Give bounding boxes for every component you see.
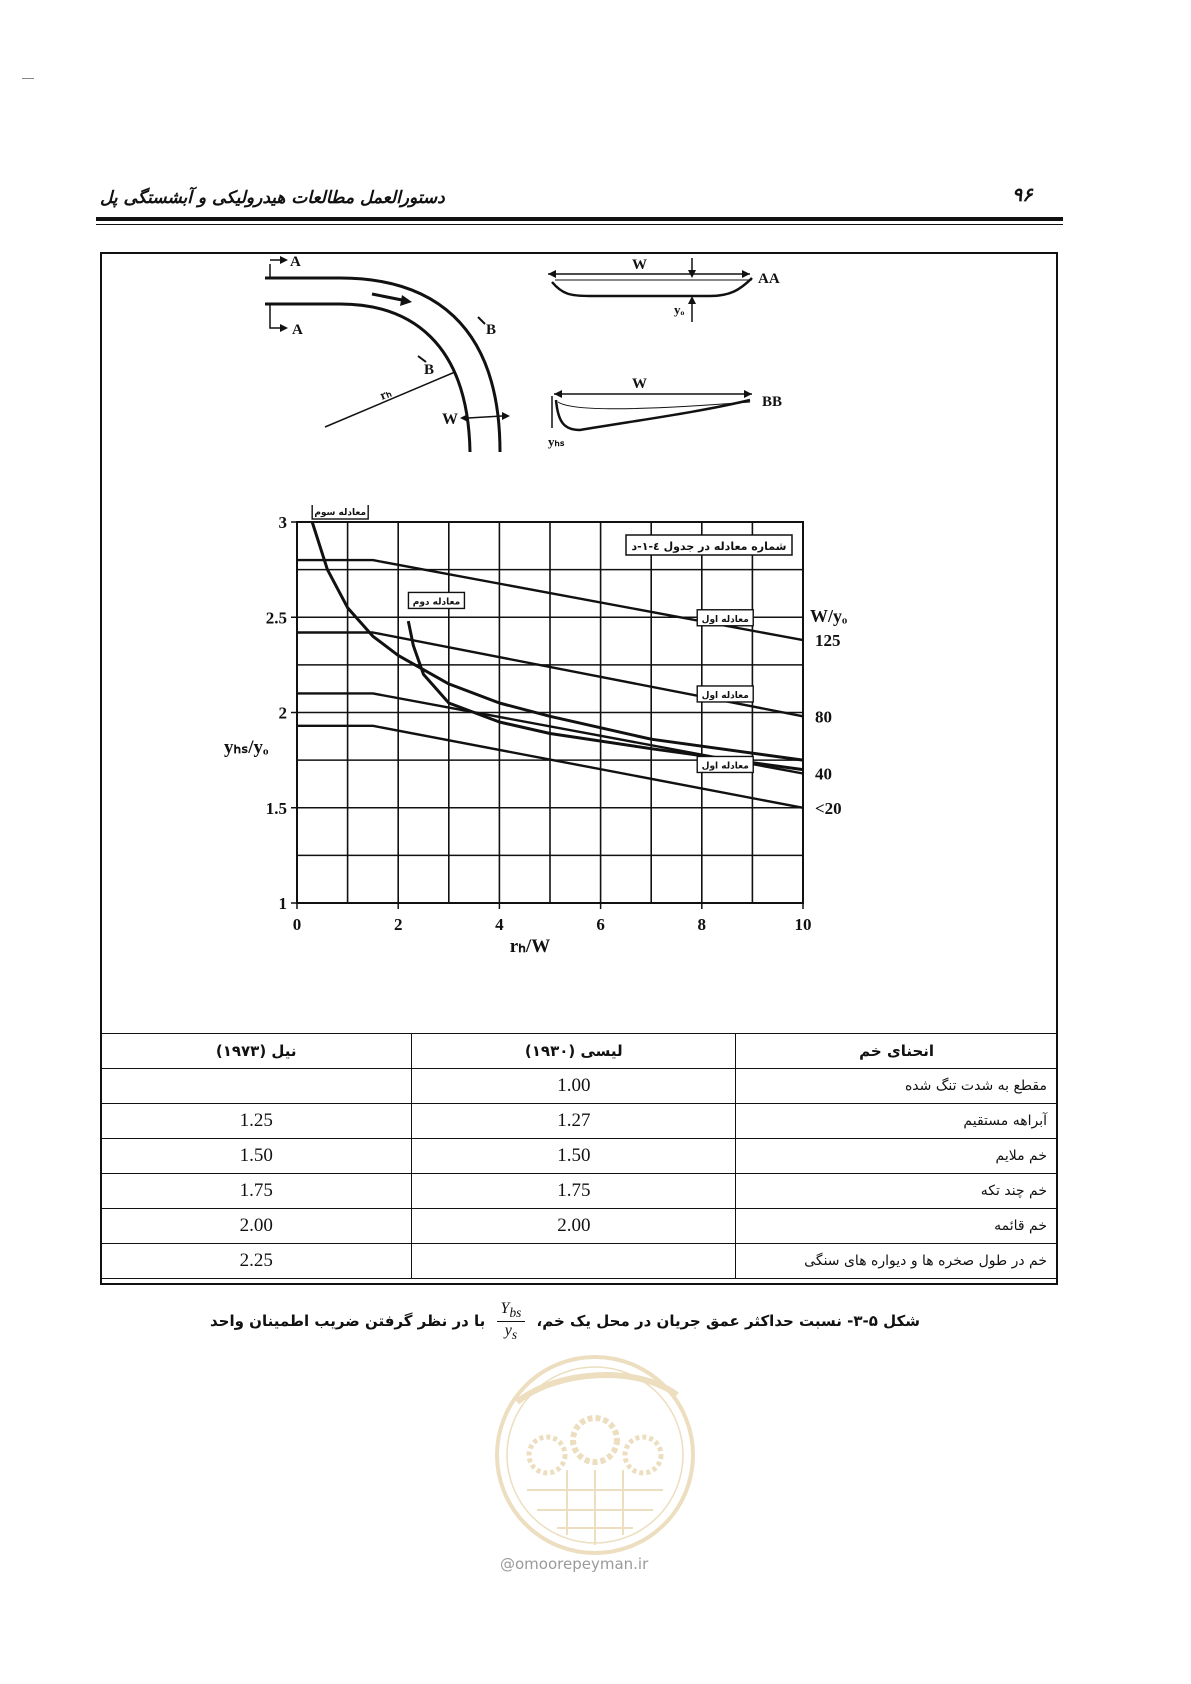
- fraction-denominator-sub: s: [511, 1327, 518, 1343]
- header-rule-thick: [96, 217, 1063, 221]
- table-row: [101, 1139, 1058, 1174]
- table-row: [101, 1069, 1058, 1104]
- bend-sketch: [100, 252, 1058, 492]
- equation-label: معادله اول: [701, 761, 749, 772]
- section-aa-bed: [552, 278, 752, 296]
- series-line-معادله سوم: [312, 522, 803, 760]
- stray-mark: [22, 78, 34, 79]
- width-label: W: [442, 411, 458, 428]
- table-header-row: [101, 1034, 1058, 1069]
- header-rule-thin: [96, 224, 1063, 225]
- section-aa-width-label: W: [632, 257, 647, 273]
- section-a-bottom-arrowhead: [280, 324, 288, 332]
- x-tick-label: 6: [596, 915, 605, 934]
- lacey-value: 1.75: [412, 1174, 736, 1209]
- section-aa-name: AA: [758, 271, 780, 287]
- section-b-inner-label: B: [424, 362, 435, 378]
- neill-value: 2.00: [101, 1209, 412, 1244]
- flow-arrowhead: [400, 295, 412, 306]
- right-axis-title: W/yₒ: [810, 606, 848, 626]
- seal-grid: [527, 1470, 663, 1545]
- table-row: [101, 1174, 1058, 1209]
- table-row: [101, 1244, 1058, 1279]
- section-a-bottom-label: A: [292, 322, 303, 338]
- watermark-url: @omoorepeyman.ir: [500, 1555, 649, 1573]
- width-dim-arrow-left: [460, 414, 468, 422]
- equation-label: معادله دوم: [412, 597, 461, 608]
- depth-ratio-chart: [190, 505, 910, 995]
- section-b-outer-label: B: [486, 322, 497, 338]
- x-tick-label: 4: [495, 915, 504, 934]
- neill-value: 1.75: [101, 1174, 412, 1209]
- y-tick-label: 2.5: [265, 608, 287, 628]
- legend-text: شماره معادله در جدول ٤-١-د: [631, 540, 787, 553]
- section-bb-arrow-left: [554, 390, 562, 398]
- section-aa-arrow-right: [742, 270, 750, 278]
- row-label: خم چند تکه: [736, 1174, 1058, 1209]
- running-header-title: دستورالعمل مطالعات هیدرولیکی و آبشستگی پل: [100, 188, 445, 208]
- row-label: خم قائمه: [736, 1209, 1058, 1244]
- header-lacey: لیسی (۱۹۳۰): [412, 1034, 736, 1069]
- caption-suffix: با در نظر گرفتن ضریب اطمینان واحد: [210, 1312, 486, 1331]
- equation-label: معادله اول: [701, 690, 749, 701]
- y-tick-label: 1: [278, 894, 287, 913]
- neill-value: 1.25: [101, 1104, 412, 1139]
- equation-label: معادله سوم: [314, 508, 367, 518]
- seal-gear-right: [625, 1437, 661, 1473]
- equation-label: معادله اول: [701, 614, 749, 625]
- series-end-label: 40: [815, 764, 832, 784]
- watermark-seal: [487, 1340, 702, 1560]
- radius-label: rₕ: [377, 384, 394, 403]
- section-bb-width-label: W: [632, 376, 647, 392]
- neill-value: 2.25: [101, 1244, 412, 1279]
- x-tick-label: 8: [697, 915, 707, 934]
- section-bb-name: BB: [762, 394, 783, 410]
- coefficient-table: [100, 1033, 1058, 1279]
- x-tick-label: 10: [794, 915, 812, 934]
- x-tick-label: 2: [393, 915, 403, 934]
- x-tick-label: 0: [292, 915, 302, 934]
- lacey-value: 2.00: [412, 1209, 736, 1244]
- series-end-labels: [815, 631, 842, 818]
- x-axis-title: rₕ/W: [509, 936, 551, 957]
- seal-gear-center: [573, 1418, 617, 1462]
- series-end-label: 80: [815, 707, 832, 727]
- section-bb-arrow-right: [744, 390, 752, 398]
- row-label: خم در طول صخره ها و دیواره های سنگی: [736, 1244, 1058, 1279]
- section-a-top-label: A: [290, 254, 301, 270]
- caption-prefix: شکل ۵-۳- نسبت حداکثر عمق جریان در محل یک خم،: [536, 1312, 920, 1331]
- seal-gear-left: [529, 1437, 565, 1473]
- lacey-value: 1.00: [412, 1069, 736, 1104]
- y-axis-title: yₕₛ/yₒ: [224, 737, 269, 758]
- y-tick-label: 2: [278, 703, 287, 723]
- row-label: خم ملایم: [736, 1139, 1058, 1174]
- fraction-numerator: Y: [500, 1300, 510, 1317]
- y-tick-label: 1.5: [265, 798, 287, 818]
- header-bend: انحنای خم: [736, 1034, 1058, 1069]
- series-end-label: <20: [815, 798, 842, 818]
- y-tick-label: 3: [278, 513, 287, 532]
- fraction-numerator-sub: bs: [509, 1305, 522, 1321]
- figure-caption: [200, 1300, 920, 1343]
- lacey-value: [412, 1244, 736, 1279]
- section-a-bottom-marker: [270, 304, 280, 328]
- table-row: [101, 1209, 1058, 1244]
- lacey-value: 1.27: [412, 1104, 736, 1139]
- section-b-outer-tick: [478, 317, 485, 324]
- neill-value: [101, 1069, 412, 1104]
- fraction-denominator: y: [504, 1322, 512, 1340]
- section-a-top-arrowhead: [280, 256, 288, 264]
- chart-grid: [297, 522, 803, 903]
- series-end-label: 125: [815, 631, 841, 651]
- header-neill: نیل (۱۹۷۳): [101, 1034, 412, 1069]
- table-row: [101, 1104, 1058, 1139]
- caption-fraction: [497, 1300, 526, 1343]
- page-number: ۹۶: [1012, 184, 1033, 206]
- lacey-value: 1.50: [412, 1139, 736, 1174]
- section-a-top-marker: [270, 260, 280, 278]
- row-label: آبراهه مستقیم: [736, 1104, 1058, 1139]
- section-aa-arrow-left: [548, 270, 556, 278]
- section-aa-depth-label: yₒ: [674, 302, 685, 317]
- flow-arrow: [372, 294, 402, 300]
- neill-value: 1.50: [101, 1139, 412, 1174]
- section-bb-depth-label: yₕₛ: [548, 434, 565, 449]
- row-label: مقطع به شدت تنگ شده: [736, 1069, 1058, 1104]
- width-dim-arrow-right: [502, 412, 510, 420]
